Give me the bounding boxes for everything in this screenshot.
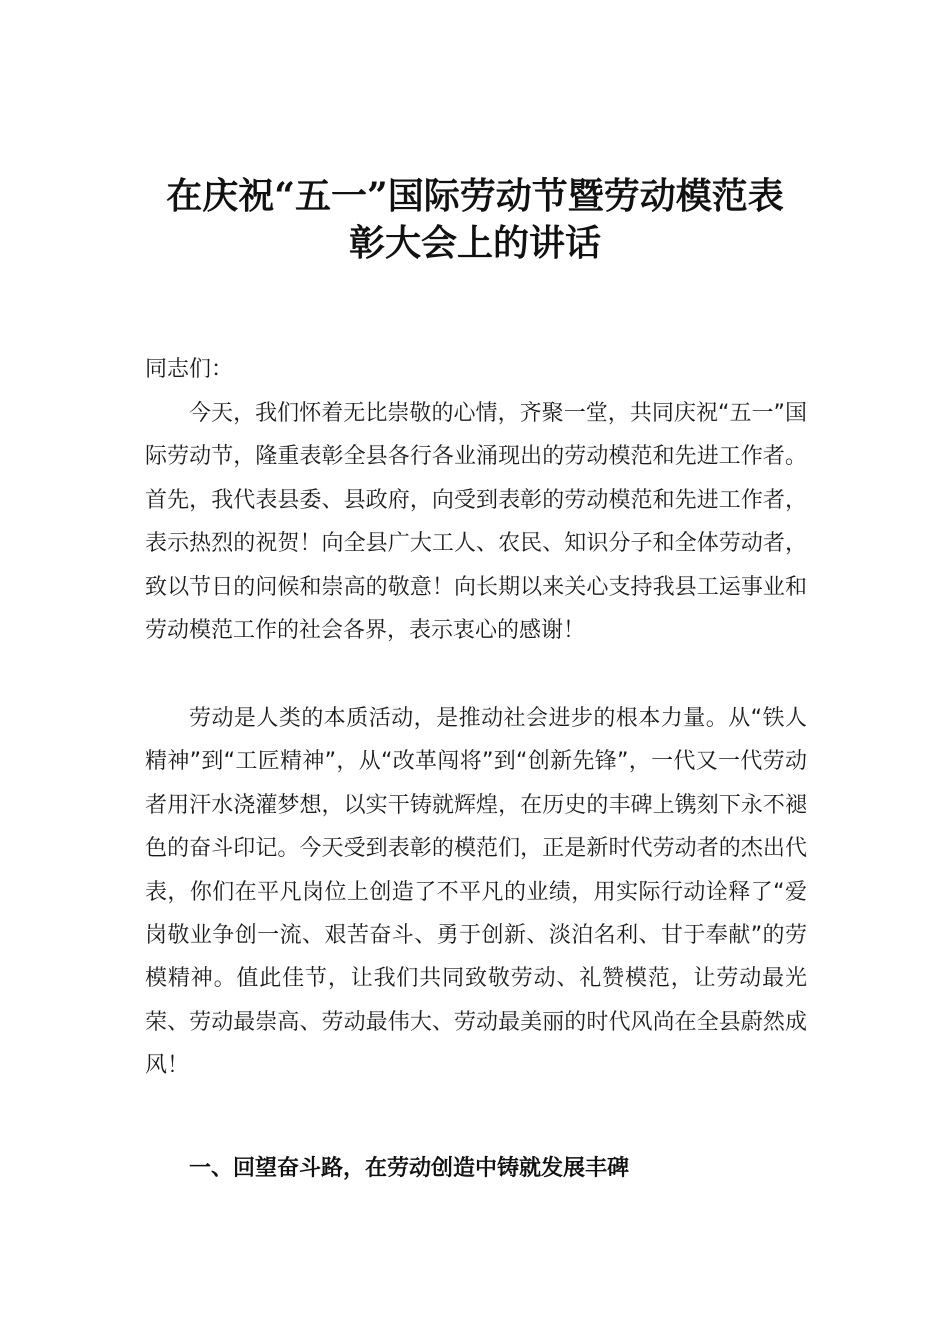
document-title-line-2: 彰大会上的讲话: [348, 222, 601, 264]
salutation: 同志们：: [145, 357, 234, 382]
document-title-line-1: 在庆祝“五一”国际劳动节暨劳动模范表: [166, 175, 784, 217]
paragraph-1: 今天，我们怀着无比崇敬的心情，齐聚一堂，共同庆祝“五一”国际劳动节，隆重表彰全县各行各业涌现出的劳动模范和先进工作者。首先，我代表县委、县政府，向受到表彰的劳动模范和先进工作者，表示热烈的祝贺！向全县广大工人、农民、知识分子和全体劳动者，致以节日的问候和崇高的敬意！向长期以来关心支持我县工运事业和劳动模范工作的社会各界，表示衷心的感谢！: [145, 401, 807, 644]
section-heading-1: 一、回望奋斗路，在劳动创造中铸就发展丰碑: [189, 1156, 630, 1181]
paragraph-2: 劳动是人类的本质活动，是推动社会进步的根本力量。从“铁人精神”到“工匠精神”，从“改革闯将”到“创新先锋”，一代又一代劳动者用汗水浇灌梦想，以实干铸就辉煌，在历史的丰碑上镌刻下永不褪色的奋斗印记。今天受到表彰的模范们，正是新时代劳动者的杰出代表，你们在平凡岗位上创造了不平凡的业绩，用实际行动诠释了“爱岗敬业争创一流、艰苦奋斗、勇于创新、淡泊名利、甘于奉献”的劳模精神。值此佳节，让我们共同致敬劳动、礼赞模范，让劳动最光荣、劳动最崇高、劳动最伟大、劳动最美丽的时代风尚在全县蔚然成风！: [145, 706, 807, 1079]
